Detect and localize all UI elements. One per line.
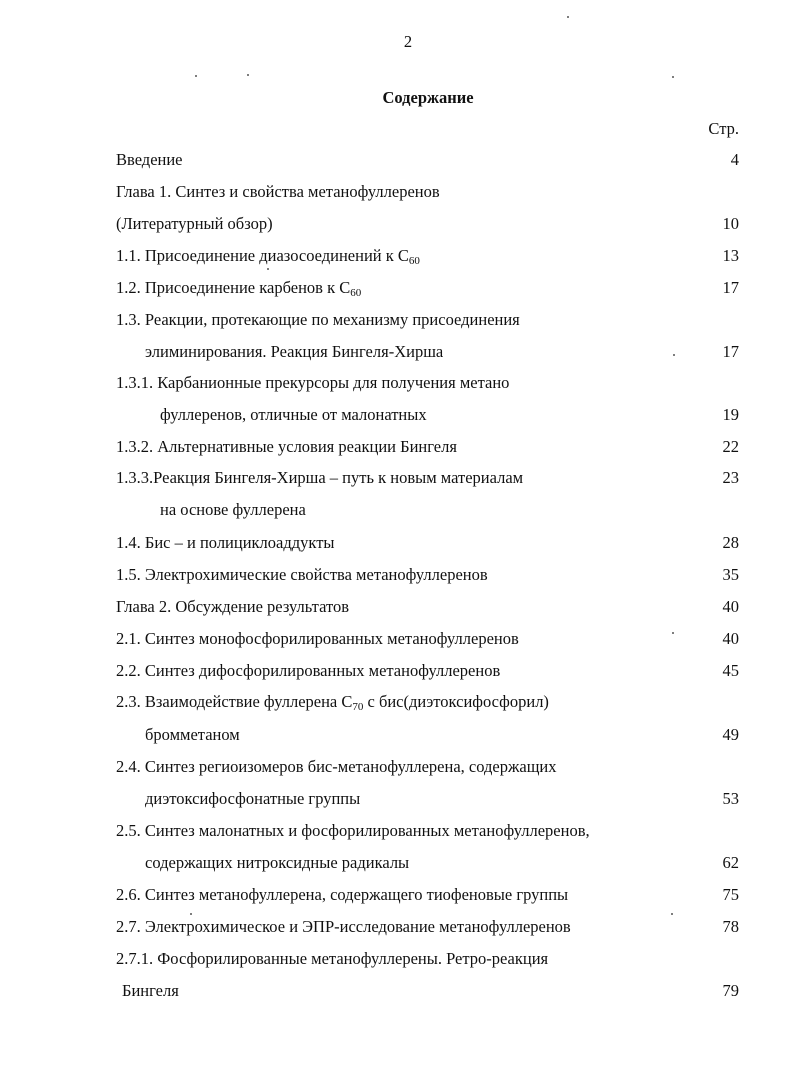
toc-page-number: 17	[722, 278, 739, 297]
toc-entry-text	[116, 661, 500, 681]
toc-entry-label: 1.4. Бис – и полициклоаддукты	[116, 533, 335, 552]
toc-entry-label-continued: с бис(диэтоксифосфорил)	[363, 692, 549, 711]
toc-entry-label: Глава 1. Синтез и свойства метанофуллеренов	[116, 182, 440, 201]
toc-entry-text	[122, 981, 179, 1001]
toc-entry-label: 1.3. Реакции, протекающие по механизму присоединения	[116, 310, 520, 329]
toc-entry-text	[116, 150, 183, 170]
toc-page-number: 22	[722, 437, 739, 456]
toc-entry-label: бромметаном	[145, 725, 240, 744]
toc-entry-text	[145, 789, 360, 809]
toc-entry-text	[116, 629, 519, 649]
toc-entry-label: 1.2. Присоединение карбенов к C	[116, 278, 351, 297]
toc-entry-label: 2.1. Синтез монофосфорилированных метанофуллеренов	[116, 629, 519, 648]
toc-entry-text	[116, 597, 349, 617]
toc-entry-text	[116, 565, 488, 585]
scan-speck	[195, 75, 197, 77]
scan-speck	[267, 268, 269, 270]
toc-entry-text	[145, 342, 443, 362]
scan-speck	[567, 16, 569, 18]
toc-page-number: 40	[722, 629, 739, 648]
toc-entry-text	[160, 500, 306, 520]
toc-entry-label: 2.6. Синтез метанофуллерена, содержащего тиофеновые группы	[116, 885, 569, 904]
toc-page-number: 62	[722, 853, 739, 872]
toc-entry-label: 1.3.1. Карбанионные прекурсоры для получения метано	[116, 373, 510, 392]
toc-entry-label: Бингеля	[122, 981, 179, 1000]
toc-entry-text	[116, 949, 548, 969]
toc-entry-label: 2.3. Взаимодействие фуллерена C	[116, 692, 353, 711]
toc-page-number: 35	[722, 565, 739, 584]
toc-entry-text	[116, 885, 568, 905]
toc-page-number: 45	[722, 661, 739, 680]
toc-page-number: 79	[722, 981, 739, 1000]
scan-speck	[673, 354, 675, 356]
toc-title: Содержание	[382, 88, 474, 107]
toc-entry-text	[160, 405, 427, 425]
toc-page-number: 40	[722, 597, 739, 616]
toc-entry-label: 2.5. Синтез малонатных и фосфорилированных метанофуллеренов,	[116, 821, 590, 840]
toc-page-number: 75	[722, 885, 739, 904]
toc-page-number: 78	[722, 917, 739, 936]
toc-entry-label: 2.7. Электрохимическое и ЭПР-исследование метанофуллеренов	[116, 917, 571, 936]
toc-entry-text	[116, 373, 509, 393]
toc-entry-label: Введение	[116, 150, 183, 169]
toc-entry-text	[116, 821, 590, 841]
toc-entry-text	[145, 725, 240, 745]
toc-entry-text	[116, 533, 335, 553]
subscript: 60	[350, 287, 362, 299]
toc-entry-text	[116, 468, 523, 488]
subscript: 60	[408, 255, 420, 267]
page-column-header: Стр.	[708, 119, 739, 138]
toc-entry-label: на основе фуллерена	[160, 500, 306, 519]
toc-entry-label: 2.2. Синтез дифосфорилированных метанофуллеренов	[116, 661, 501, 680]
subscript: 70	[352, 701, 364, 713]
scan-speck	[190, 913, 192, 915]
toc-entry-label: Глава 2. Обсуждение результатов	[116, 597, 349, 616]
toc-entry-label: 1.1. Присоединение диазосоединений к C	[116, 246, 409, 265]
toc-entry-label: 1.5. Электрохимические свойства метанофуллеренов	[116, 565, 488, 584]
toc-entry-label: 1.3.2. Альтернативные условия реакции Бингеля	[116, 437, 457, 456]
scan-speck	[671, 913, 673, 915]
toc-entry-label: фуллеренов, отличные от малонатных	[160, 405, 427, 424]
toc-entry-label: содержащих нитроксидные радикалы	[145, 853, 410, 872]
scan-speck	[672, 632, 674, 634]
toc-entry-text	[116, 757, 556, 777]
toc-page-number: 19	[722, 405, 739, 424]
toc-entry-label: элиминирования. Реакция Бингеля-Хирша	[145, 342, 444, 361]
toc-entry-label: (Литературный обзор)	[116, 214, 273, 233]
toc-entry-text	[116, 310, 520, 330]
toc-page-number: 10	[722, 214, 739, 233]
page-number: 2	[403, 32, 413, 51]
scan-speck	[672, 76, 674, 78]
scan-speck	[247, 74, 249, 76]
toc-entry-text	[116, 437, 457, 457]
toc-entry-text	[145, 853, 409, 873]
toc-entry-label: диэтоксифосфонатные группы	[145, 789, 361, 808]
toc-page-number: 49	[722, 725, 739, 744]
toc-page-number: 23	[722, 468, 739, 487]
toc-entry-text	[116, 278, 361, 298]
toc-page-number: 53	[722, 789, 739, 808]
toc-entry-label: 1.3.3.Реакция Бингеля-Хирша – путь к новым материалам	[116, 468, 524, 487]
toc-entry-label: 2.4. Синтез региоизомеров бис-метанофуллерена, содержащих	[116, 757, 557, 776]
toc-entry-text	[116, 182, 440, 202]
toc-entry-label: 2.7.1. Фосфорилированные метанофуллерены. Ретро-реакция	[116, 949, 549, 968]
toc-page-number: 4	[730, 150, 739, 169]
toc-page-number: 28	[722, 533, 739, 552]
toc-page-number: 13	[722, 246, 739, 265]
toc-entry-text	[116, 917, 571, 937]
toc-entry-text	[116, 246, 420, 266]
toc-entry-text	[116, 692, 549, 712]
toc-page-number: 17	[722, 342, 739, 361]
toc-entry-text	[116, 214, 273, 234]
